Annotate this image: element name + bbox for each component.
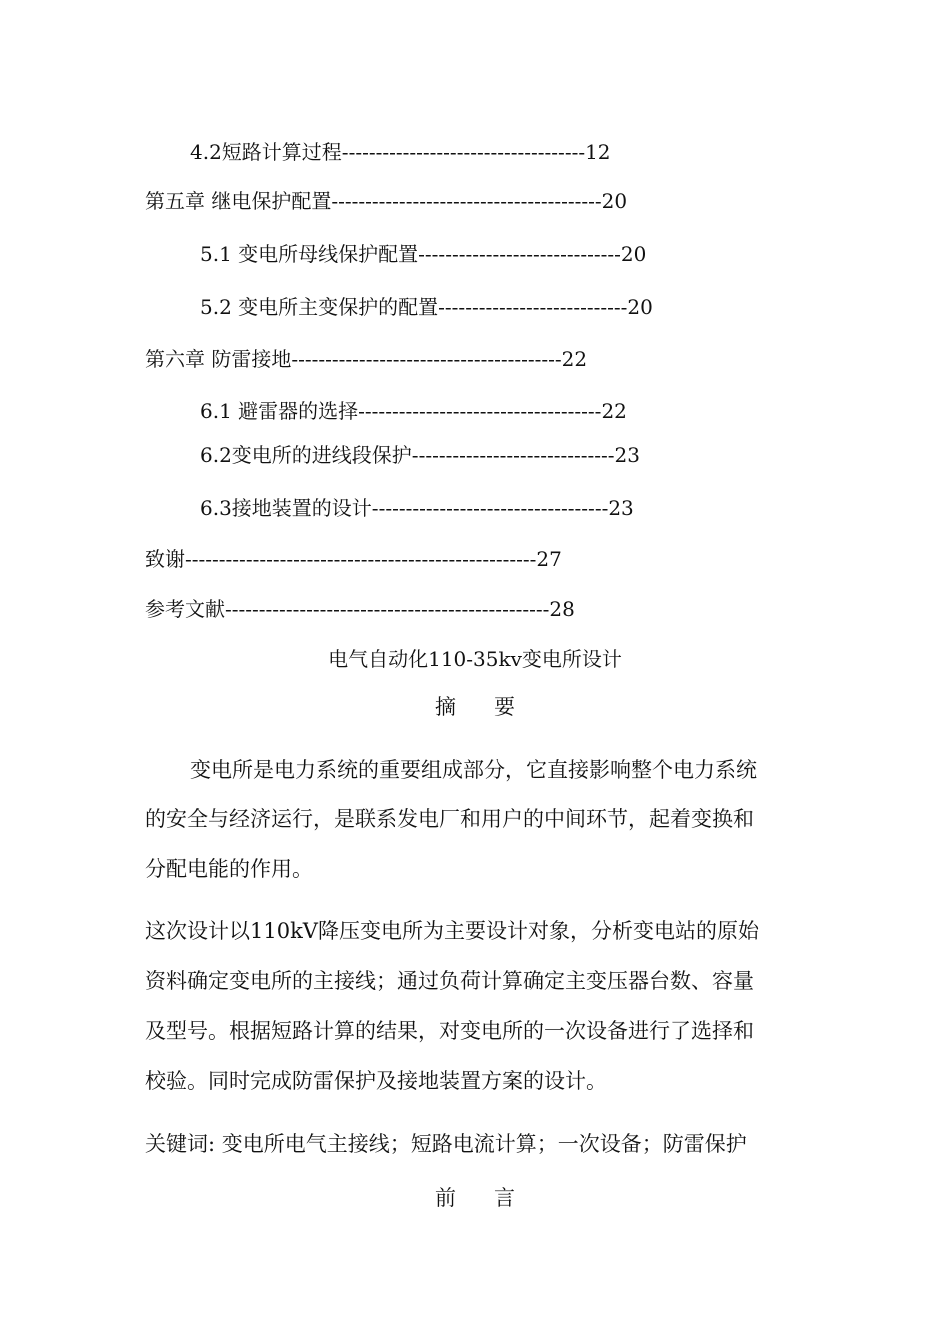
toc-entry-5-2[interactable]: 5.2 变电所主变保护的配置----------------------------20 (200, 295, 653, 319)
toc-entry-6-3[interactable]: 6.3接地装置的设计-----------------------------------23 (200, 496, 634, 520)
toc-entry-chapter-5[interactable]: 第五章 继电保护配置----------------------------------------20 (145, 189, 628, 213)
abstract-paragraph-2-line-3: 及型号。根据短路计算的结果，对变电所的一次设备进行了选择和 (145, 1019, 754, 1043)
abstract-paragraph-1-line-3: 分配电能的作用。 (145, 857, 313, 881)
abstract-heading (0, 693, 950, 721)
abstract-paragraph-2-line-2: 资料确定变电所的主接线；通过负荷计算确定主变压器台数、容量 (145, 969, 754, 993)
abstract-heading-char-1: 摘 (435, 695, 456, 719)
toc-entry-6-1[interactable]: 6.1 避雷器的选择------------------------------------22 (200, 399, 627, 423)
abstract-paragraph-1-line-1: 变电所是电力系统的重要组成部分，它直接影响整个电力系统 (190, 758, 757, 782)
abstract-heading-char-2: 要 (494, 695, 515, 719)
abstract-paragraph-2-line-1: 这次设计以110kV降压变电所为主要设计对象，分析变电站的原始 (145, 919, 759, 943)
abstract-paragraph-1-line-2: 的安全与经济运行，是联系发电厂和用户的中间环节，起着变换和 (145, 807, 754, 831)
abstract-paragraph-2-line-4: 校验。同时完成防雷保护及接地装置方案的设计。 (145, 1069, 607, 1093)
toc-entry-4-2[interactable]: 4.2短路计算过程------------------------------------12 (190, 140, 611, 164)
toc-entry-references[interactable]: 参考文献------------------------------------------------28 (145, 597, 575, 621)
keywords: 关键词: 变电所电气主接线；短路电流计算；一次设备；防雷保护 (145, 1132, 747, 1156)
toc-entry-5-1[interactable]: 5.1 变电所母线保护配置------------------------------20 (200, 242, 647, 266)
toc-entry-6-2[interactable]: 6.2变电所的进线段保护------------------------------23 (200, 443, 640, 467)
preface-heading (0, 1184, 950, 1212)
preface-heading-char-2: 言 (494, 1186, 515, 1210)
toc-entry-chapter-6[interactable]: 第六章 防雷接地----------------------------------------22 (145, 347, 588, 371)
document-title: 电气自动化110-35kv变电所设计 (328, 647, 622, 671)
toc-entry-acknowledgement[interactable]: 致谢----------------------------------------------------27 (145, 547, 562, 571)
preface-heading-char-1: 前 (435, 1186, 456, 1210)
